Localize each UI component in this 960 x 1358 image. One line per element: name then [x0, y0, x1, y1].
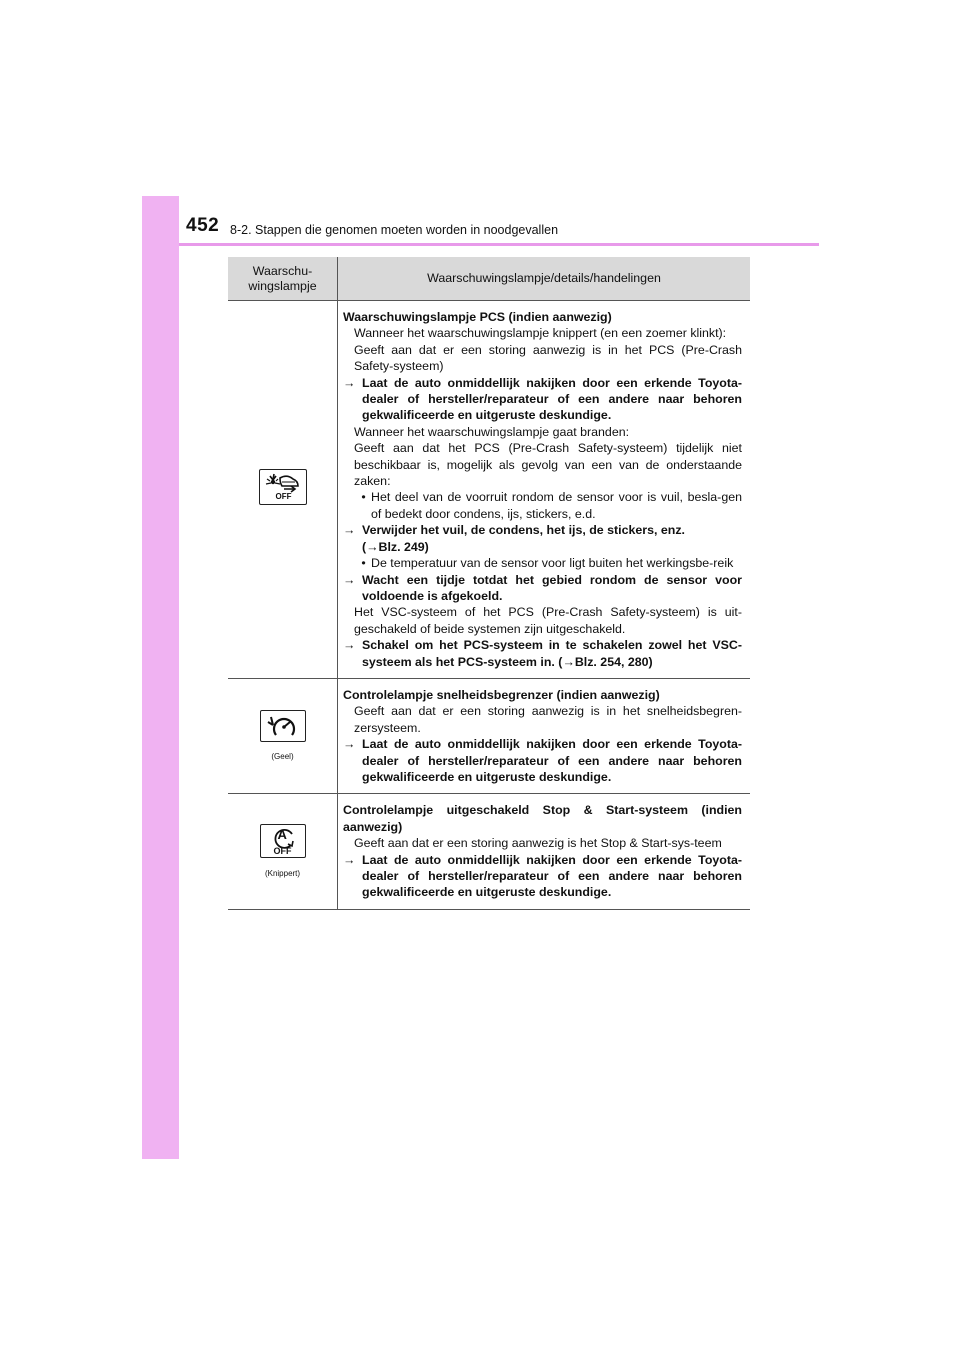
bullet-icon: •: [361, 490, 366, 505]
lamp-caption: (Knippert): [264, 868, 301, 878]
arrow-icon: →: [562, 654, 575, 669]
detail-text: Geeft aan dat er een storing aanwezig is in het snelheidsbegren-zersysteem.: [354, 704, 742, 735]
chapter-side-bar: [142, 196, 179, 1159]
action-item: [343, 522, 742, 555]
off-label: OFF: [275, 492, 292, 502]
table-row: [228, 301, 750, 679]
ref-paren: (: [558, 654, 563, 669]
action-item: [343, 852, 742, 901]
action-item: [343, 637, 742, 670]
lamp-cell: [228, 678, 338, 793]
detail-text: Geeft aan dat er een storing aanwezig is in het PCS (Pre-Crash Safety-systeem): [354, 342, 742, 374]
arrow-icon: →: [366, 539, 379, 554]
detail-text: Wanneer het waarschuwingslampje knippert (en een zoemer klinkt):: [354, 326, 727, 341]
detail-text: Het VSC-systeem of het PCS (Pre-Crash Safety-systeem) is uit-geschakeld of beide systemen zijn uitgeschakeld.: [354, 605, 742, 636]
bullet-item: [343, 555, 742, 571]
lamp-caption: (Geel): [271, 752, 294, 762]
bullet-icon: •: [361, 556, 366, 571]
action-text: Wacht een tijdje totdat het gebied rondom de sensor voor voldoende is afgekoeld.: [362, 572, 742, 603]
stop-start-off-icon: [260, 824, 306, 858]
auto-letter: A: [277, 827, 287, 843]
lamp-cell: [228, 301, 338, 679]
action-text: Schakel om het PCS-systeem in te schakelen zowel het VSC-systeem als het PCS-systeem in.: [362, 638, 742, 669]
row-title: Controlelampje uitgeschakeld Stop & Start-systeem (indien aanwezig): [343, 803, 742, 834]
table-row: [228, 678, 750, 793]
table-header-row: [228, 257, 750, 301]
ref-paren: (: [362, 539, 367, 554]
row-title: Waarschuwingslampje PCS (indien aanwezig): [343, 310, 612, 324]
arrow-icon: →: [343, 737, 356, 752]
details-cell: [338, 678, 751, 793]
bullet-text: Het deel van de voorruit rondom de sensor voor is vuil, besla-gen of bedekt door condens, ijs, stickers, e.d.: [371, 490, 742, 521]
detail-text: Geeft aan dat er een storing aanwezig is het Stop & Start-sys-teem: [354, 836, 722, 851]
arrow-icon: →: [343, 375, 356, 390]
action-text: Laat de auto onmiddellijk nakijken door een erkende Toyota-dealer of hersteller/reparateur of een andere naar behoren gekwalificeerde en uitgeruste deskundige.: [362, 375, 742, 423]
bullet-text: De temperatuur van de sensor voor ligt buiten het werkingsbe-reik: [371, 556, 734, 571]
detail-text: Wanneer het waarschuwingslampje gaat branden:: [354, 424, 630, 439]
action-item: [343, 572, 742, 605]
table-row: [228, 794, 750, 909]
action-text: Verwijder het vuil, de condens, het ijs, de stickers, enz.: [362, 523, 685, 538]
details-cell: [338, 301, 751, 679]
speed-limiter-icon: [260, 710, 306, 742]
page-number: 452: [186, 215, 220, 236]
section-title: 8-2. Stappen die genomen moeten worden in noodgevallen: [230, 223, 559, 237]
action-text: Laat de auto onmiddellijk nakijken door een erkende Toyota-dealer of hersteller/reparateur of een andere naar behoren gekwalificeerde en uitgeruste deskundige.: [362, 737, 742, 784]
warning-lamp-table: [228, 257, 750, 910]
detail-text: Geeft aan dat het PCS (Pre-Crash Safety-systeem) tijdelijk niet beschikbaar is, mogelijk als gevolg van een van de onderstaande zaken:: [354, 441, 742, 489]
column-header-lamp: Waarschu- wingslampje: [228, 257, 338, 301]
lamp-cell: [228, 794, 338, 909]
details-cell: [338, 794, 751, 909]
arrow-icon: →: [343, 638, 356, 653]
pcs-warning-icon: [259, 469, 307, 505]
page-reference: Blz. 249): [378, 539, 429, 554]
bullet-item: [343, 489, 742, 522]
action-text: Laat de auto onmiddellijk nakijken door een erkende Toyota-dealer of hersteller/reparateur of een andere naar behoren gekwalificeerde en uitgeruste deskundige.: [362, 852, 742, 900]
action-item: [343, 736, 742, 785]
arrow-icon: →: [343, 523, 356, 538]
arrow-icon: →: [343, 852, 356, 867]
arrow-icon: →: [343, 572, 356, 587]
header-rule: [179, 243, 819, 246]
action-item: [343, 375, 742, 424]
off-label: OFF: [273, 846, 292, 857]
row-title: Controlelampje snelheidsbegrenzer (indien aanwezig): [343, 687, 660, 702]
column-header-details: Waarschuwingslampje/details/handelingen: [338, 257, 751, 301]
page-reference: Blz. 254, 280): [574, 654, 653, 669]
